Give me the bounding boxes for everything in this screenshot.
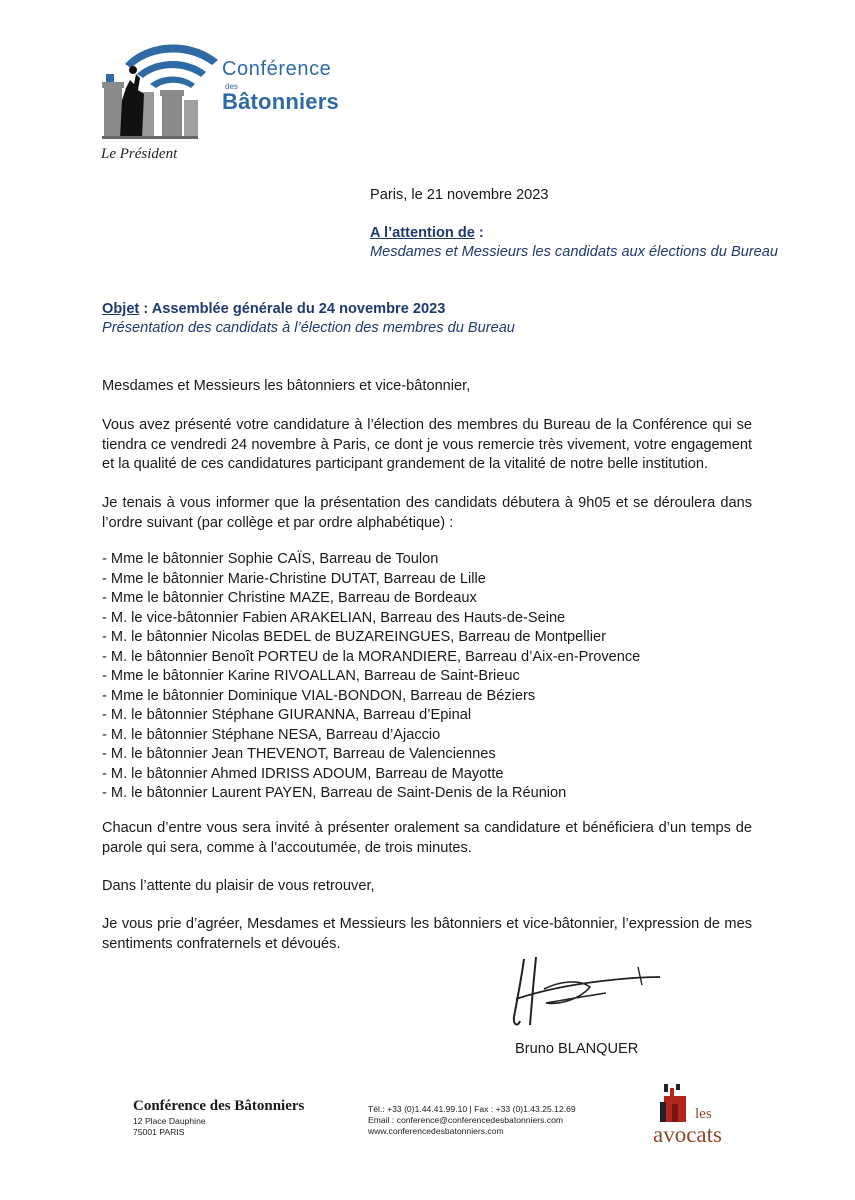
attention-label: A l’attention de [370, 225, 475, 241]
list-item: - M. le bâtonnier Jean THEVENOT, Barreau de Valenciennes [102, 746, 496, 762]
avocats-word: avocats [653, 1122, 722, 1147]
avocats-les: les [695, 1106, 712, 1122]
date-line: Paris, le 21 novembre 2023 [370, 187, 549, 203]
list-item: - Mme le bâtonnier Dominique VIAL-BONDON, Barreau de Béziers [102, 687, 536, 704]
candidate-list [102, 550, 640, 804]
object-heading [102, 300, 445, 320]
list-item: - M. le bâtonnier Stéphane NESA, Barreau d’Ajaccio [102, 726, 441, 743]
attention-heading [370, 224, 484, 244]
paragraph-intro: Vous avez présenté votre candidature à l’élection des membres du Bureau de la Conférence qui se tiendra ce vendredi 24 novembre à Paris, ce dont je vous remercie très vivement, votre engagement et la qualité de ces candidatures participant grandement de la vitalité de notre belle institution. [102, 417, 752, 472]
logo-tower-left [104, 86, 122, 136]
footer-address-street: 12 Place Dauphine [133, 1116, 206, 1126]
object-label: Objet [102, 301, 140, 317]
list-item: - M. le bâtonnier Nicolas BEDEL de BUZAREINGUES, Barreau de Montpellier [102, 629, 606, 645]
paragraph-regards: Je vous prie d’agréer, Mesdames et Messieurs les bâtonniers et vice-bâtonnier, l’expression de mes sentiments confraternels et dévoués. [102, 916, 752, 952]
paragraph-closing-wish: Dans l’attente du plaisir de vous retrouver, [102, 878, 375, 894]
list-item: - Mme le bâtonnier Sophie CAÏS, Barreau de Toulon [102, 551, 439, 567]
footer-email: Email : conference@conferencedesbatonniers.com [368, 1115, 564, 1125]
footer-phone-fax: Tél.: +33 (0)1.44.41.99.10 | Fax : +33 (0)1.43.25.12.69 [368, 1104, 576, 1114]
attention-recipients: Mesdames et Messieurs les candidats aux élections du Bureau [370, 244, 779, 260]
logo-emblem-icon [100, 34, 222, 146]
paragraph-speaking-time: Chacun d’entre vous sera invité à présenter oralement sa candidature et bénéficiera d’un temps de parole qui sera, comme à l’accoutumée, de trois minutes. [102, 820, 752, 856]
logo-word-conference: Conférence [222, 58, 332, 80]
object-subtitle: Présentation des candidats à l’élection des membres du Bureau [102, 320, 515, 336]
list-item: - Mme le bâtonnier Christine MAZE, Barreau de Bordeaux [102, 590, 477, 606]
logo-word-des: des [225, 82, 238, 91]
attention-colon: : [474, 225, 484, 241]
logo-tower-right [162, 94, 182, 136]
footer-address-city: 75001 PARIS [133, 1127, 185, 1137]
logo-arc-small [150, 77, 195, 89]
sender-role: Le Président [101, 146, 178, 162]
logo-word-batonniers: Bâtonniers [222, 89, 339, 114]
signer-name: Bruno BLANQUER [515, 1041, 639, 1057]
list-item: - M. le vice-bâtonnier Fabien ARAKELIAN, Barreau des Hauts-de-Seine [102, 609, 566, 626]
footer-org-name: Conférence des Bâtonniers [133, 1098, 305, 1114]
paragraph-order: Je tenais à vous informer que la présentation des candidats débutera à 9h05 et se déroulera dans l’ordre suivant (par collège et par ordre alphabétique) : [102, 495, 752, 531]
object-text: : Assemblée générale du 24 novembre 2023 [139, 301, 446, 317]
list-item: - Mme le bâtonnier Karine RIVOALLAN, Barreau de Saint-Brieuc [102, 668, 520, 684]
list-item: - M. le bâtonnier Benoît PORTEU de la MORANDIERE, Barreau d’Aix-en-Provence [102, 648, 641, 665]
header-logo [100, 34, 222, 146]
footer-website: www.conferencedesbatonniers.com [368, 1126, 504, 1136]
list-item: - M. le bâtonnier Stéphane GIURANNA, Barreau d’Epinal [102, 707, 472, 723]
salutation: Mesdames et Messieurs les bâtonniers et vice-bâtonnier, [102, 378, 471, 394]
logo-arc-inner [137, 61, 206, 78]
list-item: - M. le bâtonnier Laurent PAYEN, Barreau de Saint-Denis de la Réunion [102, 785, 567, 801]
handwritten-signature [510, 955, 680, 1040]
list-item: - M. le bâtonnier Ahmed IDRISS ADOUM, Barreau de Mayotte [102, 765, 504, 782]
list-item: - Mme le bâtonnier Marie-Christine DUTAT, Barreau de Lille [102, 570, 486, 587]
